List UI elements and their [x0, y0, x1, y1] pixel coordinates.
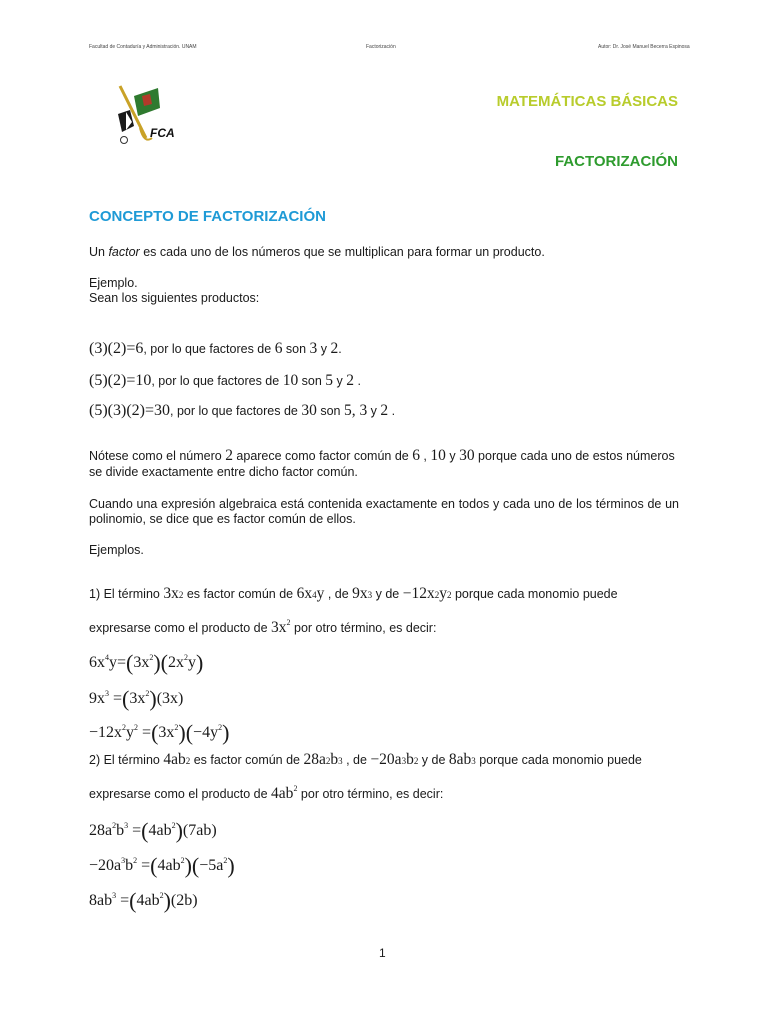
logo-text: FCA [150, 126, 175, 140]
eq-sup: 2 [145, 689, 150, 698]
notese-num: 6 [412, 447, 420, 464]
product-text: son [282, 342, 310, 356]
ex-text: 2) El término [89, 753, 164, 767]
ex-text: , de [342, 753, 371, 767]
product-num: 2 [330, 340, 339, 357]
example2-line1 [89, 752, 679, 769]
product-line [89, 373, 361, 389]
notese-num: 2 [225, 447, 233, 464]
eq-factor: 3x [129, 690, 146, 707]
example1-line1 [89, 586, 618, 603]
product-line [89, 341, 342, 357]
equation: $28a^2b^3 =(4ab^2)(7ab)$ [89, 818, 217, 843]
ex-math: 4ab [163, 751, 186, 768]
eq-part: 9x [89, 690, 105, 707]
ex-text: , de [324, 587, 353, 601]
eq-sup: 2 [223, 856, 228, 865]
notese-line2: se divide exactamente entre dicho factor común. [89, 465, 358, 479]
example1-line2 [89, 615, 436, 636]
eq-part: 28a [89, 822, 113, 839]
example2-line2 [89, 781, 443, 802]
eq-sup: 2 [149, 653, 154, 662]
ex-math: b [406, 751, 414, 768]
ex-math: y [316, 585, 325, 602]
eq-factor: −5a [199, 857, 224, 874]
equation: $9x^3 =(3x^2)(3x)$ [89, 686, 184, 711]
product-expr: (5)(2)=10 [89, 372, 152, 389]
eq-sup: 2 [218, 723, 223, 732]
header-center: Factorización [366, 44, 396, 50]
eq-sup: 3 [105, 689, 109, 698]
eq-factor: 3x [158, 724, 175, 741]
eq-part: −20a [89, 857, 122, 874]
ex-text: y de [418, 753, 449, 767]
intro-pre: Un [89, 245, 109, 259]
product-text: son [298, 374, 326, 388]
section-heading: CONCEPTO DE FACTORIZACIÓN [89, 208, 326, 225]
eq-sup: 2 [134, 723, 139, 732]
page-subtitle: FACTORIZACIÓN [554, 153, 678, 170]
ex-text: por otro término, es decir: [290, 621, 437, 635]
ex-text: y de [372, 587, 403, 601]
ex-math: 4ab [271, 785, 294, 802]
eq-factor: 2x [168, 654, 185, 671]
product-num: 10 [282, 372, 299, 389]
notese-text: aparece como factor común de [232, 449, 413, 463]
intro-post: es cada uno de los números que se multiplican para formar un producto. [139, 245, 545, 259]
eq-sup: 2 [180, 856, 185, 865]
ex-text: 1) El término [89, 587, 164, 601]
cuando-paragraph: Cuando una expresión algebraica está contenida exactamente en todos y cada uno de los términos de un polinomio, se dice que es factor común de ellos. [89, 497, 679, 526]
product-text: son [316, 404, 344, 418]
page-number: 1 [379, 946, 386, 960]
ex-text: porque cada monomio puede [451, 587, 618, 601]
product-text: . [354, 374, 361, 388]
product-num: 30 [301, 402, 317, 419]
eq-sup: 3 [112, 891, 117, 900]
ex-text: porque cada monomio puede [475, 753, 642, 767]
eq-factor: 3x [133, 654, 150, 671]
ex-math-sub: 3 [338, 756, 343, 766]
ex-math-sub: 3 [367, 590, 373, 600]
fca-logo-graphic [112, 82, 174, 154]
eq-factor: 4ab [148, 822, 172, 839]
equation: $6x^4y=(3x^2)(2x^2y)$ [89, 650, 204, 675]
eq-sup: 3 [124, 821, 129, 830]
eq-factor: 4ab [136, 892, 160, 909]
ex-math: 9x [352, 585, 368, 602]
notese-text: y [445, 449, 460, 463]
product-text: . [338, 342, 342, 356]
ex-text: expresarse como el producto de [89, 787, 272, 801]
sean-label: Sean los siguientes productos: [89, 291, 260, 305]
product-expr: (5)(3)(2)=30 [89, 402, 170, 419]
product-num: 5, 3 [343, 402, 368, 419]
product-num: 3 [309, 340, 318, 357]
equation: $-20a^3b^2 =(4ab^2)(-5a^2)$ [89, 853, 235, 878]
header-right: Autor: Dr. José Manuel Becerra Espinosa [598, 44, 690, 50]
ex-text: es factor común de [190, 753, 304, 767]
ex-math: 6x [296, 585, 313, 602]
product-expr: (3)(2)=6 [89, 340, 144, 357]
ex-math: 3x [271, 619, 287, 636]
eq-sup: 2 [174, 723, 179, 732]
product-num: 5 [325, 372, 334, 389]
notese-line1 [89, 448, 675, 464]
product-line [89, 403, 395, 419]
product-text: y [317, 342, 331, 356]
ex-math: y [439, 585, 447, 602]
eq-sup: 2 [112, 821, 117, 830]
product-num: 6 [274, 340, 283, 357]
product-num: 2 [346, 372, 354, 389]
eq-part: b [116, 822, 125, 839]
ex-math: b [330, 751, 339, 768]
ex-math-sub: 3 [401, 756, 407, 766]
product-text: . [388, 404, 396, 418]
eq-part: y [109, 654, 117, 671]
ex-math-sub: 2 [178, 590, 184, 600]
product-text: , por lo que factores de [143, 342, 275, 356]
ejemplos-label: Ejemplos. [89, 543, 144, 557]
ex-math-sub: 2 [325, 756, 331, 766]
ex-math: −20a [370, 751, 402, 768]
eq-sup: 2 [159, 891, 164, 900]
eq-sup: 2 [122, 723, 127, 732]
product-num: 2 [380, 402, 389, 419]
notese-text: , [419, 449, 431, 463]
ex-math-sub: 3 [471, 756, 476, 766]
notese-num: 30 [459, 447, 475, 464]
eq-factor: y [188, 654, 197, 671]
eq-sup: 2 [184, 653, 189, 662]
eq-sup: 2 [171, 821, 176, 830]
eq-part: 8ab [89, 892, 113, 909]
ex-math-sub: 2 [434, 590, 440, 600]
ex-math-sup: 2 [293, 784, 298, 793]
eq-part: y [126, 724, 135, 741]
eq-factor: 2b [176, 892, 193, 909]
ex-math: 8ab [448, 751, 472, 768]
product-text: , por lo que factores de [170, 404, 302, 418]
eq-factor: 7ab [188, 822, 212, 839]
ex-math: 3x [163, 585, 179, 602]
intro-paragraph [89, 245, 545, 260]
header-left: Facultad de Contaduría y Administración. UNAM [89, 44, 197, 50]
ex-math-sub: 2 [446, 590, 452, 600]
product-text: y [367, 404, 381, 418]
eq-factor: 3x [162, 690, 179, 707]
page-title: MATEMÁTICAS BÁSICAS [496, 93, 678, 110]
eq-part: b [125, 857, 134, 874]
ex-math: −12x [402, 585, 435, 602]
notese-num: 10 [430, 447, 446, 464]
ex-math-sub: 2 [185, 756, 191, 766]
equation: $-12x^2y^2 =(3x^2)(-4y^2)$ [89, 720, 230, 745]
eq-sup: 3 [121, 856, 126, 865]
ex-text: expresarse como el producto de [89, 621, 272, 635]
eq-part: −12x [89, 724, 123, 741]
eq-sup: 4 [105, 653, 109, 662]
ex-text: es factor común de [183, 587, 297, 601]
eq-sup: 2 [133, 856, 138, 865]
equation: $8ab^3 =(4ab^2)(2b)$ [89, 888, 198, 913]
ejemplo-label: Ejemplo. [89, 276, 138, 290]
ex-text: por otro término, es decir: [297, 787, 444, 801]
eq-factor: −4y [193, 724, 219, 741]
ex-math-sup: 2 [286, 618, 291, 627]
ex-math-sub: 2 [413, 756, 419, 766]
fca-logo [112, 82, 174, 154]
intro-emphasis: factor [108, 245, 140, 259]
notese-text: porque cada uno de estos números [474, 449, 675, 463]
product-text: y [333, 374, 347, 388]
product-text: , por lo que factores de [151, 374, 283, 388]
eq-factor: 4ab [157, 857, 181, 874]
eq-part: 6x [89, 654, 105, 671]
ex-math-sub: 4 [312, 590, 317, 600]
notese-text: Nótese como el número [89, 449, 226, 463]
ex-math: 28a [303, 751, 326, 768]
